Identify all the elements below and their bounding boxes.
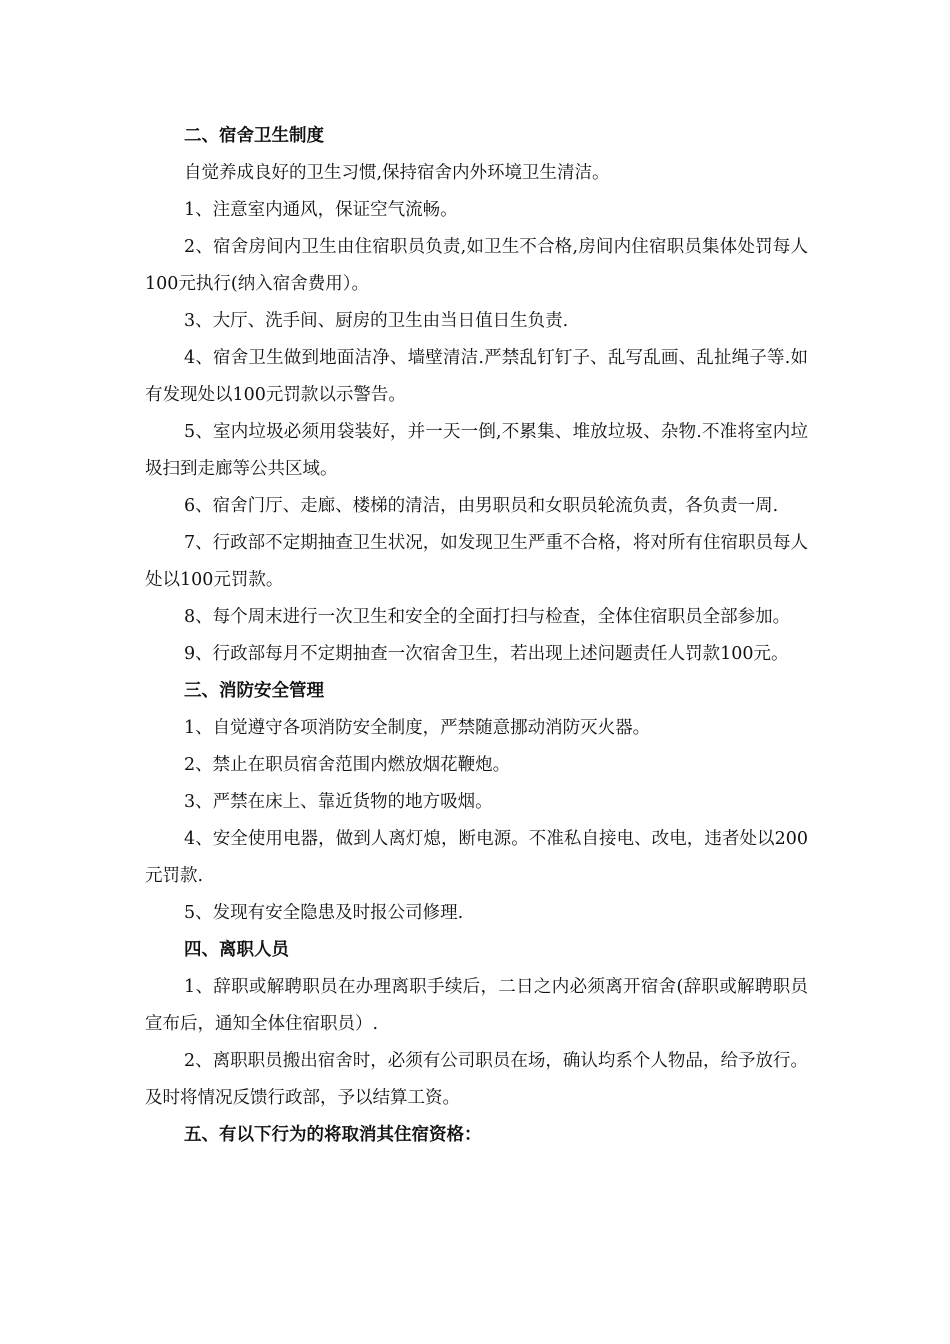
- paragraph: 2、宿舍房间内卫生由住宿职员负责,如卫生不合格,房间内住宿职员集体处罚每人100元执行(纳入宿舍费用）。: [145, 237, 808, 294]
- paragraph: 3、严禁在床上、靠近货物的地方吸烟。: [184, 792, 493, 812]
- paragraph: 1、自觉遵守各项消防安全制度，严禁随意挪动消防灭火器。: [184, 718, 651, 738]
- paragraph: 1、辞职或解聘职员在办理离职手续后，二日之内必须离开宿舍(辞职或解聘职员宣布后，通知全体住宿职员）.: [145, 977, 808, 1034]
- paragraph: 7、行政部不定期抽查卫生状况，如发现卫生严重不合格，将对所有住宿职员每人处以100元罚款。: [145, 533, 808, 590]
- paragraph: 9、行政部每月不定期抽查一次宿舍卫生，若出现上述问题责任人罚款100元。: [184, 644, 789, 664]
- paragraph: 2、离职职员搬出宿舍时，必须有公司职员在场，确认均系个人物品，给予放行。及时将情况反馈行政部，予以结算工资。: [145, 1051, 808, 1108]
- paragraph: 2、禁止在职员宿舍范围内燃放烟花鞭炮。: [184, 755, 511, 775]
- section-heading-disqualification: 五、有以下行为的将取消其住宿资格：: [184, 1125, 482, 1145]
- paragraph: 8、每个周末进行一次卫生和安全的全面打扫与检查，全体住宿职员全部参加。: [184, 607, 791, 627]
- section-heading-fire-safety: 三、消防安全管理: [184, 681, 324, 701]
- paragraph: 5、室内垃圾必须用袋装好，并一天一倒,不累集、堆放垃圾、杂物.不准将室内垃圾扫到走廊等公共区域。: [145, 422, 808, 479]
- document-body: [145, 118, 808, 1154]
- section-heading-hygiene: 二、宿舍卫生制度: [184, 126, 324, 146]
- paragraph: 6、宿舍门厅、走廊、楼梯的清洁，由男职员和女职员轮流负责，各负责一周.: [184, 496, 779, 516]
- paragraph: 1、注意室内通风，保证空气流畅。: [184, 200, 458, 220]
- paragraph: 5、发现有安全隐患及时报公司修理.: [184, 903, 464, 923]
- paragraph: 3、大厅、洗手间、厨房的卫生由当日值日生负责.: [184, 311, 569, 331]
- paragraph: 自觉养成良好的卫生习惯,保持宿舍内外环境卫生清洁。: [184, 163, 610, 183]
- paragraph: 4、宿舍卫生做到地面洁净、墙壁清洁.严禁乱钉钉子、乱写乱画、乱扯绳子等.如有发现处以100元罚款以示警告。: [145, 348, 808, 405]
- paragraph: 4、安全使用电器，做到人离灯熄，断电源。不准私自接电、改电，违者处以200元罚款.: [145, 829, 808, 886]
- section-heading-departing-staff: 四、离职人员: [184, 940, 289, 960]
